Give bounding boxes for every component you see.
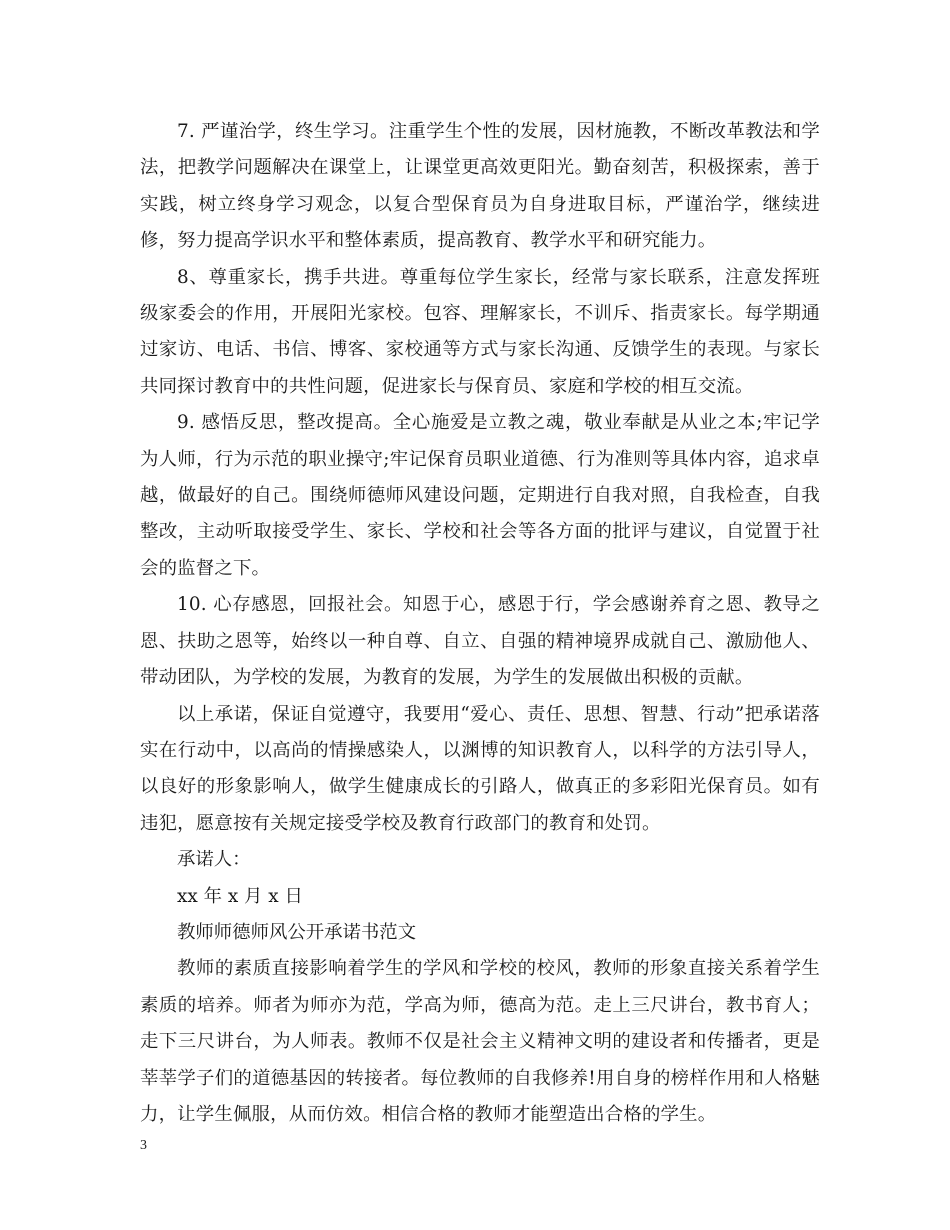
paragraph-item-7: 7. 严谨治学，终生学习。注重学生个性的发展，因材施教，不断改革教法和学法，把教学问题解决在课堂上，让课堂更高效更阳光。勤奋刻苦，积极探索，善于实践，树立终身学习观念，以复合型保育员为自身进取目标，严谨治学，继续进修，努力提高学识水平和整体素质，提高教育、教学水平和研究能力。 <box>140 121 820 252</box>
paragraph-item-8: 8、尊重家长，携手共进。尊重每位学生家长，经常与家长联系，注意发挥班级家委会的作用，开展阳光家校。包容、理解家长，不训斥、指责家长。每学期通过家访、电话、书信、博客、家校通等方式与家长沟通、反馈学生的表现。与家长共同探讨教育中的共性问题，促进家长与保育员、家庭和学校的相互交流。 <box>140 266 820 397</box>
paragraph-teacher-quality: 教师的素质直接影响着学生的学风和学校的校风，教师的形象直接关系着学生素质的培养。师者为师亦为范，学高为师，德高为范。走上三尺讲台，教书育人；走下三尺讲台，为人师表。教师不仅是社会主义精神文明的建设者和传播者，更是莘莘学子们的道德基因的转接者。每位教师的自我修养!用自身的榜样作用和人格魅力，让学生佩服，从而仿效。相信合格的教师才能塑造出合格的学生。 <box>140 958 820 1125</box>
document-body <box>140 114 820 1133</box>
date-line: xx 年 x 月 x 日 <box>177 885 303 907</box>
section-title: 教师师德师风公开承诺书范文 <box>177 921 417 943</box>
paragraph-item-9: 9. 感悟反思，整改提高。全心施爱是立教之魂，敬业奉献是从业之本;牢记学为人师，行为示范的职业操守;牢记保育员职业道德、行为准则等具体内容，追求卓越，做最好的自己。围绕师德师风建设问题，定期进行自我对照，自我检查，自我整改，主动听取接受学生、家长、学校和社会等各方面的批评与建议，自觉置于社会的监督之下。 <box>140 412 820 579</box>
paragraph-item-10: 10. 心存感恩，回报社会。知恩于心，感恩于行，学会感谢养育之恩、教导之恩、扶助之恩等，始终以一种自尊、自立、自强的精神境界成就自己、激励他人、带动团队，为学校的发展，为教育的发展，为学生的发展做出积极的贡献。 <box>140 594 820 689</box>
paragraph-commitment-summary: 以上承诺，保证自觉遵守，我要用“爱心、责任、思想、智慧、行动”把承诺落实在行动中，以高尚的情操感染人，以渊博的知识教育人，以科学的方法引导人，以良好的形象影响人，做学生健康成长的引路人，做真正的多彩阳光保育员。如有违犯，愿意按有关规定接受学校及教育行政部门的教育和处罚。 <box>140 703 820 834</box>
signature-label: 承诺人： <box>177 849 251 871</box>
page-number: 3 <box>140 1138 147 1153</box>
